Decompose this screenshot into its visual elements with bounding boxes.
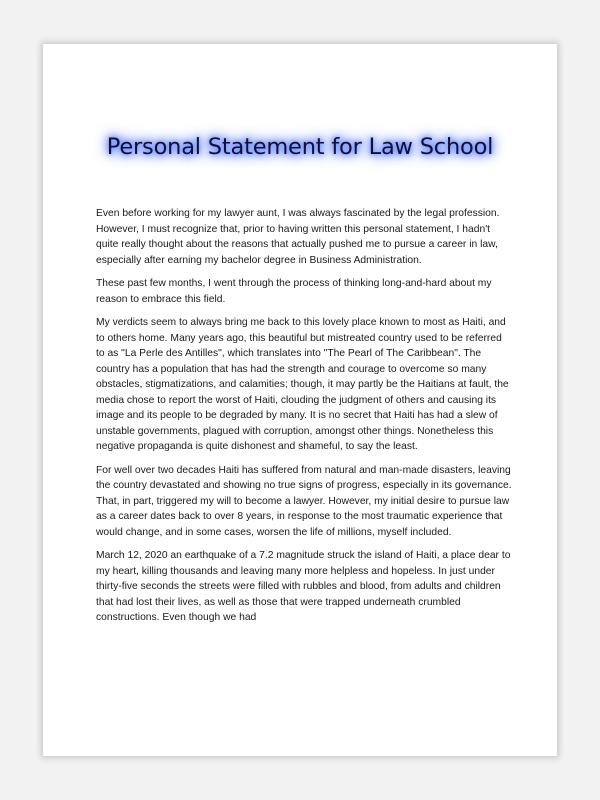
paragraph-5: March 12, 2020 an earthquake of a 7.2 magnitude struck the island of Haiti, a place dear to my heart, killing thousands and leaving many more helpless and hopeless. In just under thirty-five seconds the streets were filled with rubbles and blood, from adults and children that had lost their lives, as well as those that were trapped underneath crumbled constructions. Even though we had (96, 550, 511, 623)
document-body (96, 206, 512, 634)
paragraph-1: Even before working for my lawyer aunt, I was always fascinated by the legal profession. However, I must recognize that, prior to having written this personal statement, I hadn't quite really thought about the reasons that actually pushed me to pursue a career in law, especially after earning my bachelor degree in Business Administration. (96, 208, 500, 266)
document-page (43, 44, 557, 756)
paragraph-3: My verdicts seem to always bring me back to this lovely place known to most as Haiti, and to others home. Many years ago, this beautiful but mistreated country used to be referred to as "La Perle des Antilles", which translates into "The Pearl of The Caribbean". The country has a population that has had the strength and courage to overcome so many obstacles, stigmatizations, and calamities; though, it may partly be the Haitians at fault, the media chose to report the worst of Haiti, clouding the judgment of others and causing its image and its people to be degraded by many. It is no secret that Haiti has had a slew of unstable governments, plagued with corruption, amongst other things. Nonetheless this negative propaganda is quite dishonest and shameful, to say the least. (96, 317, 509, 452)
document-title: Personal Statement for Law School (106, 134, 494, 160)
paragraph-4: For well over two decades Haiti has suffered from natural and man-made disasters, leaving the country devastated and showing no true signs of progress, especially in its governance. That, in part, triggered my will to become a lawyer. However, my initial desire to pursue law as a career dates back to over 8 years, in response to the most traumatic experience that would change, and in some cases, worsen the life of millions, myself included. (96, 464, 512, 538)
paragraph-2: These past few months, I went through the process of thinking long-and-hard about my reason to embrace this field. (96, 278, 492, 305)
